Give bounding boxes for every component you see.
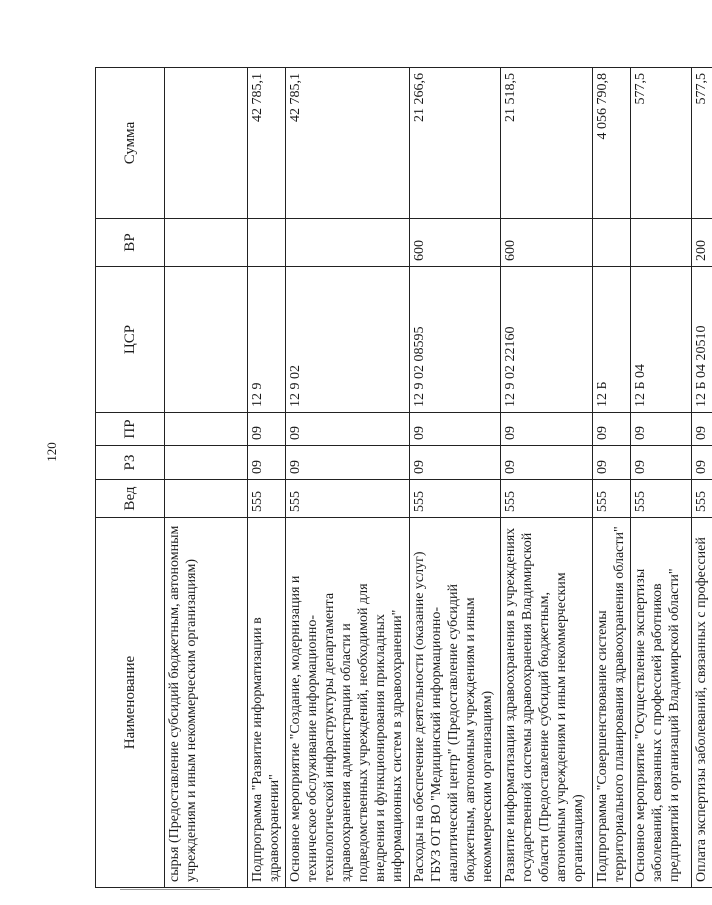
header-rz: РЗ: [96, 446, 165, 480]
cell-ved: 555: [501, 480, 593, 518]
cell-sum: 21 518,5: [501, 68, 593, 219]
cell-rz: [165, 446, 248, 480]
cell-sum: 577,5: [631, 68, 692, 219]
page-number: 120: [44, 442, 59, 462]
cell-ved: 555: [692, 480, 712, 518]
cell-pr: 09: [286, 413, 410, 446]
cell-vr: 600: [501, 219, 593, 267]
table-row: [165, 68, 248, 888]
table-row: [631, 68, 692, 888]
cell-vr: [165, 219, 248, 267]
cell-sum: 21 266,6: [410, 68, 501, 219]
cell-sum: 42 785,1: [248, 68, 286, 219]
cell-rz: 09: [248, 446, 286, 480]
cell-ved: [165, 480, 248, 518]
header-sum: Сумма: [96, 68, 165, 219]
cell-csr: 12 9 02: [286, 267, 410, 413]
cell-vr: [593, 219, 631, 267]
cell-pr: 09: [248, 413, 286, 446]
cell-csr: 12 Б: [593, 267, 631, 413]
cell-vr: [286, 219, 410, 267]
rotated-page-content: [95, 68, 709, 888]
cell-pr: 09: [410, 413, 501, 446]
cell-sum: 42 785,1: [286, 68, 410, 219]
cell-ved: 555: [593, 480, 631, 518]
header-ved: Вед: [96, 480, 165, 518]
cell-rz: 09: [501, 446, 593, 480]
table-header: [96, 68, 165, 888]
cell-rz: 09: [410, 446, 501, 480]
table-row: [286, 68, 410, 888]
cell-pr: 09: [593, 413, 631, 446]
cell-name: Основное мероприятие "Создание, модернизация и техническое обслуживание информационно-технологической инфраструктуры департамента здравоохранения администрации области и подведомственных учреждений, необходимой для внедрения и функционирования прикладных информационных систем в здравоохранении": [286, 518, 410, 888]
header-csr: ЦСР: [96, 267, 165, 413]
cell-rz: 09: [286, 446, 410, 480]
cell-pr: 09: [692, 413, 712, 446]
cell-name: сырья (Предоставление субсидий бюджетным, автономным учреждениям и иным некоммерческим организациям): [165, 518, 248, 888]
cell-vr: 600: [410, 219, 501, 267]
cell-name: Развитие информатизации здравоохранения в учреждениях государственной системы здравоохранения Владимирской области (Предоставление субсидий бюджетным, автономным учреждениям и иным некоммерческим организациям): [501, 518, 593, 888]
cell-sum: 577,5: [692, 68, 712, 219]
cell-rz: 09: [692, 446, 712, 480]
table-body: [165, 68, 712, 888]
cell-ved: 555: [410, 480, 501, 518]
cell-name: Расходы на обеспечение деятельности (оказание услуг) ГБУЗ ОТ ВО "Медицинский информационно-аналитический центр" (Предоставление субсидий бюджетным, автономным учреждениям и иным некоммерческим организациям): [410, 518, 501, 888]
cell-vr: [631, 219, 692, 267]
cell-csr: 12 9: [248, 267, 286, 413]
cell-csr: [165, 267, 248, 413]
cell-vr: 200: [692, 219, 712, 267]
cell-ved: 555: [631, 480, 692, 518]
table-row: [248, 68, 286, 888]
table-row: [692, 68, 712, 888]
scan-artifact-line: [120, 889, 220, 890]
cell-name: Оплата экспертизы заболеваний, связанных с профессией: [692, 518, 712, 888]
table-row: [593, 68, 631, 888]
cell-csr: 12 Б 04 20510: [692, 267, 712, 413]
cell-ved: 555: [286, 480, 410, 518]
cell-rz: 09: [593, 446, 631, 480]
cell-csr: 12 9 02 22160: [501, 267, 593, 413]
header-vr: ВР: [96, 219, 165, 267]
cell-name: Основное мероприятие "Осуществление экспертизы заболеваний, связанных с профессией работников предприятий и организаций Владимирской области": [631, 518, 692, 888]
cell-csr: 12 Б 04: [631, 267, 692, 413]
budget-table: [95, 67, 712, 888]
cell-pr: 09: [501, 413, 593, 446]
cell-ved: 555: [248, 480, 286, 518]
cell-name: Подпрограмма "Развитие информатизации в здравоохранении": [248, 518, 286, 888]
cell-pr: [165, 413, 248, 446]
table-row: [501, 68, 593, 888]
header-pr: ПР: [96, 413, 165, 446]
header-name: Наименование: [96, 518, 165, 888]
cell-sum: [165, 68, 248, 219]
table-row: [410, 68, 501, 888]
cell-rz: 09: [631, 446, 692, 480]
cell-sum: 4 056 790,8: [593, 68, 631, 219]
cell-pr: 09: [631, 413, 692, 446]
cell-name: Подпрограмма "Совершенствование системы территориального планирования здравоохранения области": [593, 518, 631, 888]
cell-vr: [248, 219, 286, 267]
header-row: [96, 68, 165, 888]
cell-csr: 12 9 02 08595: [410, 267, 501, 413]
